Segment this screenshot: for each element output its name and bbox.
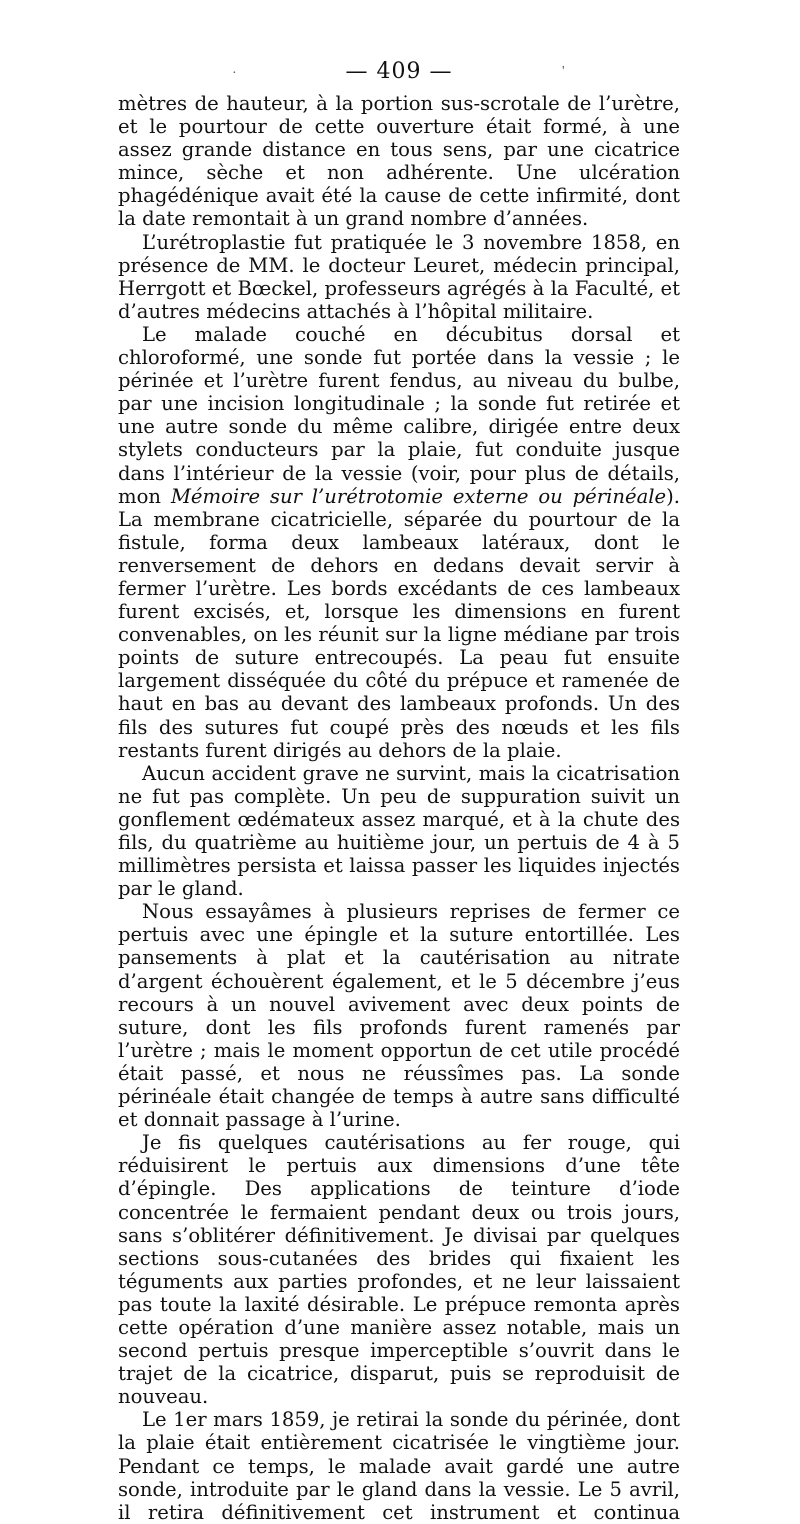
book-page bbox=[118, 58, 680, 1524]
paragraph-5: Nous essayâmes à plusieurs reprises de fermer ce pertuis avec une épingle et la suture entortillée. Les pansements à plat et la cautérisation au nitrate d’argent échouèrent également, et le 5 décembre j’eus recours à un nouvel avivement avec deux points de suture, dont les fils profonds furent ramenés par l’urètre ; mais le moment opportun de cet utile procédé était passé, et nous ne réussîmes pas. La sonde périnéale était changée de temps à autre sans difficulté et donnait passage à l’urine. bbox=[118, 900, 680, 1132]
cited-memoir-title: Mémoire sur l’urétrotomie externe ou périnéale bbox=[170, 484, 667, 508]
paragraph-3-text-before: Le malade couché en décubitus dorsal et chloroformé, une sonde fut portée dans la vessie ; le périnée et l’urètre furent fendus, au niveau du bulbe, par une incision longitudinale ; la sonde fut retirée et une autre sonde du même calibre, dirigée entre deux stylets conducteurs par la plaie, fut conduite jusque dans l’intérieur de la vessie (voir, pour plus de détails, mon bbox=[118, 322, 680, 508]
ink-speck: · bbox=[232, 66, 237, 81]
paragraph-4: Aucun accident grave ne survint, mais la cicatrisation ne fut pas complète. Un peu de suppuration suivit un gonflement œdémateux assez marqué, et à la chute des fils, du quatrième au huitième jour, un pertuis de 4 à 5 millimètres persista et laissa passer les liquides injectés par le gland. bbox=[118, 761, 680, 901]
paragraph-3 bbox=[118, 323, 680, 762]
paragraph-1: mètres de hauteur, à la portion sus-scrotale de l’urètre, et le pourtour de cette ouverture était formé, à une assez grande distance en tous sens, par une cicatrice mince, sèche et non adhérente. Une ulcération phagédénique avait été la cause de cette infirmité, dont la date remontait à un grand nombre d’années. bbox=[118, 92, 680, 231]
paragraph-2: L’urétroplastie fut pratiquée le 3 novembre 1858, en présence de MM. le docteur Leuret, médecin principal, Herrgott et Bœckel, professeurs agrégés à la Faculté, et d’autres médecins attachés à l’hôpital militaire. bbox=[118, 230, 680, 323]
paragraph-3-text-after: ). La membrane cicatricielle, séparée du pourtour de la fistule, forma deux lambeaux latéraux, dont le renversement de dehors en dedans devait servir à fermer l’urètre. Les bords excédants de ces lambeaux furent excisés, et, lorsque les dimensions en furent convenables, on les réunit sur la ligne médiane par trois points de suture entrecoupés. La peau fut ensuite largement disséquée du côté du prépuce et ramenée de haut en bas au devant des lambeaux profonds. Un des fils des sutures fut coupé près des nœuds et les fils restants furent dirigés au dehors de la plaie. bbox=[118, 484, 680, 762]
page-number: — 409 — bbox=[345, 59, 453, 84]
paragraph-7: Le 1er mars 1859, je retirai la sonde du périnée, dont la plaie était entièrement cicatrisée le vingtième jour. Pendant ce temps, le malade avait gardé une autre sonde, introduite par le gland dans la vessie. Le 5 avril, il retira définitivement cet instrument et continua bbox=[118, 1408, 680, 1524]
body-text bbox=[118, 92, 680, 1524]
ink-speck: ' bbox=[562, 64, 565, 79]
paragraph-6: Je fis quelques cautérisations au fer rouge, qui réduisirent le pertuis aux dimensions d’une tête d’épingle. Des applications de teinture d’iode concentrée le fermaient pendant deux ou trois jours, sans s’oblitérer définitivement. Je divisai par quelques sections sous-cutanées des brides qui fixaient les téguments aux parties profondes, et ne leur laissaient pas toute la laxité désirable. Le prépuce remonta après cette opération d’une manière assez notable, mais un second pertuis presque imperceptible s’ouvrit dans le trajet de la cicatrice, disparut, puis se reproduisit de nouveau. bbox=[118, 1131, 680, 1409]
